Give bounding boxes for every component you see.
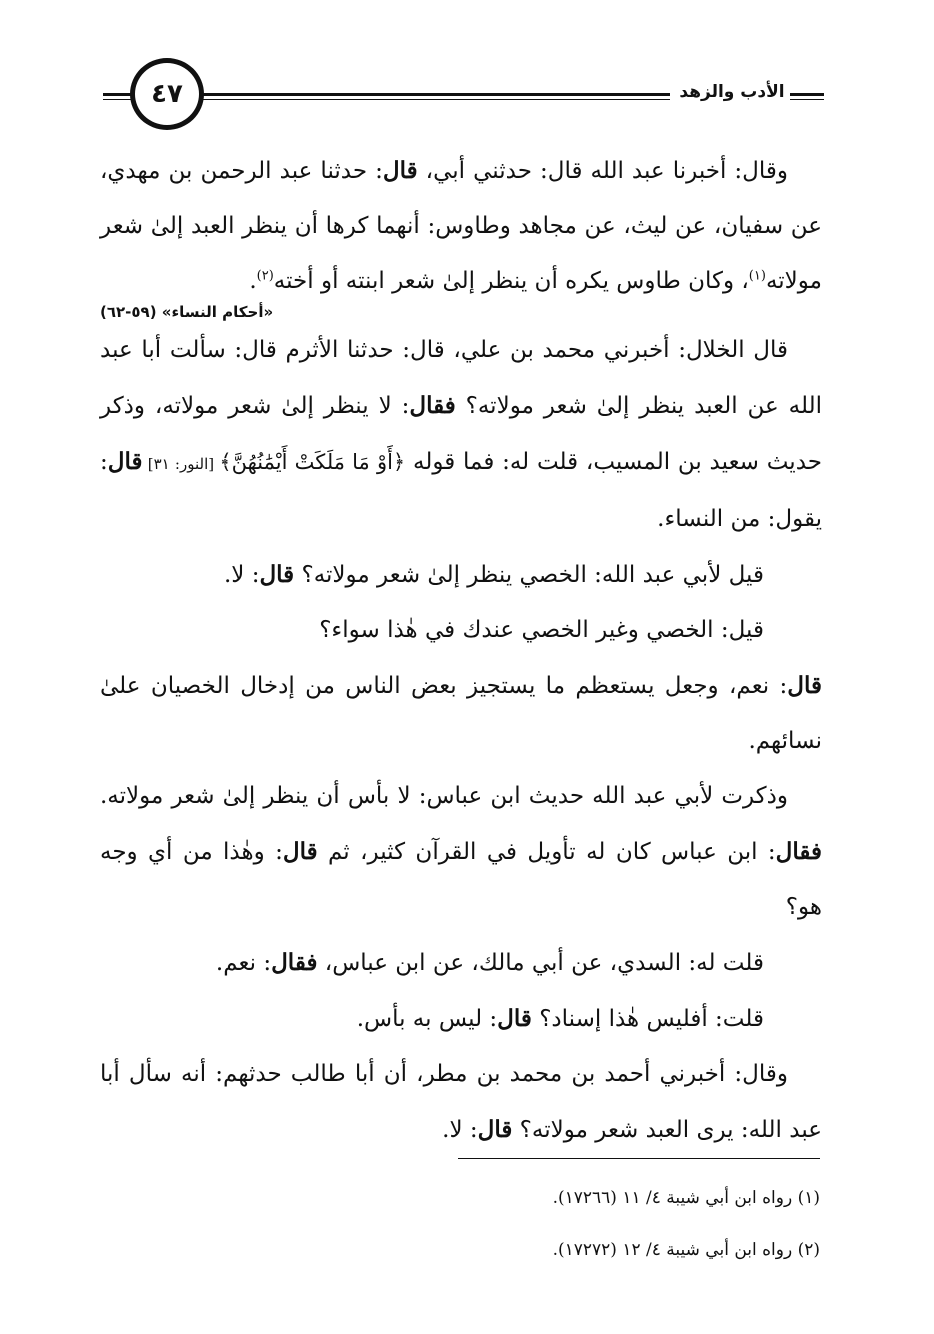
footnotes [300,1172,820,1276]
keyword: قال [382,157,418,184]
text-run: قلت له: السدي، عن أبي مالك، عن ابن عباس، [317,950,764,976]
text-run: : نعم، وجعل يستعظم ما يستجيز بعض الناس من إدخال الخصيان علىٰ نسائهم. [100,673,822,754]
keyword: قال [259,561,295,588]
main-text [100,143,822,1158]
keyword: فقال [409,392,456,419]
quran-quote: ﴿أَوْ مَا مَلَكَتْ أَيْمَٰنُهُنَّ﴾ [219,450,406,474]
text-run: وذكرت لأبي عبد الله حديث ابن عباس: لا بأس أن ينظر إلىٰ شعر مولاته. [100,783,788,809]
text-run: قلت: أفليس هٰذا إسناد؟ [531,1006,764,1032]
paragraph-6 [100,769,822,935]
text-run: : حدثنا عبد الرحمن بن مهدي، عن سفيان، عن ليث، عن مجاهد وطاوس: أنهما كرها أن ينظر العبد إلىٰ شعر مولاته [100,158,822,294]
text-run: : لا ينظر إلىٰ شعر مولاته، وذكر حديث سعيد بن المسيب، قلت له: فما قوله [100,393,822,475]
keyword: فقال [271,949,318,976]
keyword: قال [477,1116,513,1143]
text-run: : لا. [223,562,260,588]
page-number: ٤٧ [151,79,183,109]
source-citation: «أحكام النساء» (٥٩-٦٢) [100,303,274,321]
footnote-ref-1[interactable]: (١) [748,268,766,284]
page-number-badge [130,58,204,130]
keyword: فقال [775,838,822,865]
footnote-2: (٢) رواه ابن أبي شيبة ٤/ ١٢ (١٧٢٧٢). [552,1240,820,1260]
keyword: قال [282,838,318,865]
text-run: قيل: الخصي وغير الخصي عندك في هٰذا سواء؟ [319,617,764,643]
header-rule-right [790,93,824,100]
keyword: قال [787,672,823,699]
paragraph-9 [100,1047,822,1158]
running-head: الأدب والزهد [679,82,785,102]
text-run: قال الخلال: أخبرني محمد بن علي، قال: حدثنا الأثرم قال: سألت أبا عبد الله عن العبد ينظر إلىٰ شعر مولاته؟ [100,337,822,419]
text-run: : نعم. [215,950,272,976]
text-run: : لا. [442,1117,478,1143]
paragraph-3 [100,547,822,603]
text-run: : ابن عباس كان له تأويل في القرآن كثير، ثم [317,839,776,865]
text-run: : يقول: من النساء. [100,449,822,532]
text-run: : ليس به بأس. [356,1006,498,1032]
paragraph-4 [100,603,822,658]
keyword: قال [107,448,143,475]
keyword: قال [497,1005,532,1032]
paragraph-1 [100,143,822,309]
paragraph-2 [100,323,822,547]
text-run: وقال: أخبرني أحمد بن محمد بن مطر، أن أبا طالب حدثهم: أنه سأل أبا عبد الله: يرى العبد شعر مولاته؟ [100,1061,822,1143]
text-run: : وهٰذا من أي وجه هو؟ [100,839,822,920]
quran-reference: [النور: ٣١] [142,455,220,473]
text-run: قيل لأبي عبد الله: الخصي ينظر إلىٰ شعر مولاته؟ [294,562,764,588]
footnote-separator [458,1158,820,1159]
text-run: وقال: أخبرنا عبد الله قال: حدثني أبي، [417,158,789,184]
paragraph-5 [100,658,822,769]
text-run: ، وكان طاوس يكره أن ينظر إلىٰ شعر ابنته أو أخته [273,268,749,294]
paragraph-7 [100,935,822,991]
footnote-ref-2[interactable]: (٢) [256,268,274,284]
footnote-1: (١) رواه ابن أبي شيبة ٤/ ١١ (١٧٢٦٦). [552,1188,820,1208]
paragraph-8 [100,991,822,1047]
header-rule-middle [196,93,670,100]
text-run: . [249,268,257,294]
